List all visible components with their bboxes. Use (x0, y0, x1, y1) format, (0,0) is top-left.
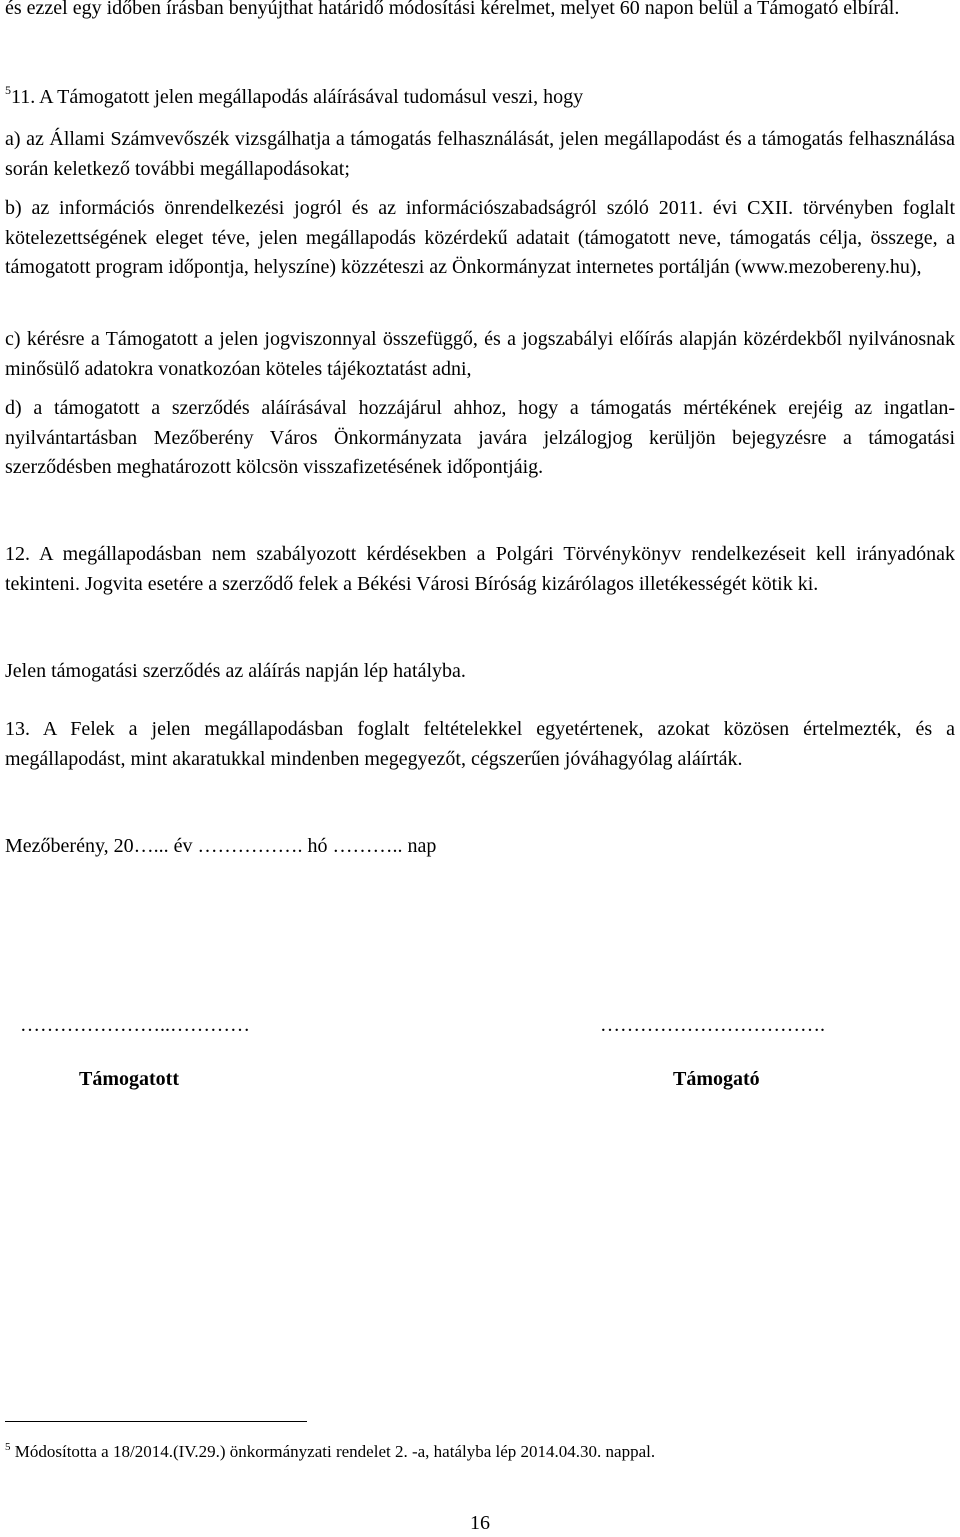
section-11-heading-text: 11. A Támogatott jelen megállapodás aláírásával tudomásul veszi, hogy (11, 86, 584, 108)
place-and-date-line: Mezőberény, 20…... év ……………. hó ……….. nap (5, 835, 437, 857)
footnote (5, 1440, 655, 1466)
footnote-reference[interactable]: 5 (5, 83, 11, 97)
supporter-signature-line: ……………………………. (600, 1014, 825, 1036)
supported-signature-line: …………………..………… (20, 1014, 250, 1036)
footnote-text: Módosította a 18/2014.(IV.29.) önkormányzati rendelet 2. -a, hatályba lép 2014.04.30. nappal. (14, 1442, 656, 1461)
supported-signature-label: Támogatott (79, 1068, 179, 1090)
section-11-heading (5, 83, 955, 115)
section-13-paragraph: 13. A Felek a jelen megállapodásban foglalt feltételekkel egyetértenek, azokat közösen értelmezték, és a megállapodást, mint akaratukkal mindenben megegyezőt, cégszerűen jóváhagyólag aláírták. (5, 718, 955, 770)
footnote-separator (5, 1421, 307, 1422)
page-number: 16 (470, 1512, 490, 1534)
section-11-item-a: a) az Állami Számvevőszék vizsgálhatja a támogatás felhasználását, jelen megállapodást és a támogatás felhasználása során keletkező további megállapodásokat; (5, 128, 955, 180)
intro-paragraph: és ezzel egy időben írásban benyújthat határidő módosítási kérelmet, melyet 60 napon belül a Támogató elbírál. (5, 0, 900, 19)
section-11-item-c: c) kérésre a Támogatott a jelen jogviszonnyal összefüggő, és a jogszabályi előírás alapján közérdekből nyilvánosnak minősülő adatokra vonatkozóan köteles tájékoztatást adni, (5, 328, 955, 380)
effective-date-paragraph: Jelen támogatási szerződés az aláírás napján lép hatályba. (5, 660, 466, 682)
footnote-mark: 5 (5, 1441, 11, 1453)
section-11-item-d: d) a támogatott a szerződés aláírásával hozzájárul ahhoz, hogy a támogatás mértékének erejéig az ingatlan-nyilvántartásban Mezőberény Város Önkormányzata javára jelzálogjog kerüljön bejegyzésre a támogatási szerződésben meghatározott kölcsön visszafizetésének időpontjáig. (5, 397, 955, 478)
section-12-paragraph: 12. A megállapodásban nem szabályozott kérdésekben a Polgári Törvénykönyv rendelkezéseit kell irányadónak tekinteni. Jogvita esetére a szerződő felek a Békési Városi Bíróság kizárólagos illetékességét kötik ki. (5, 543, 955, 595)
section-11-item-b: b) az információs önrendelkezési jogról és az információszabadságról szóló 2011. évi CXII. törvényben foglalt kötelezettségének eleget téve, jelen megállapodás közérdekű adatait (támogatott neve, támogatás célja, összege, a támogatott program időpontja, helyszíne) közzéteszi az Önkormányzat internetes portálján (www.mezobereny.hu), (5, 197, 955, 278)
supporter-signature-label: Támogató (673, 1068, 760, 1090)
